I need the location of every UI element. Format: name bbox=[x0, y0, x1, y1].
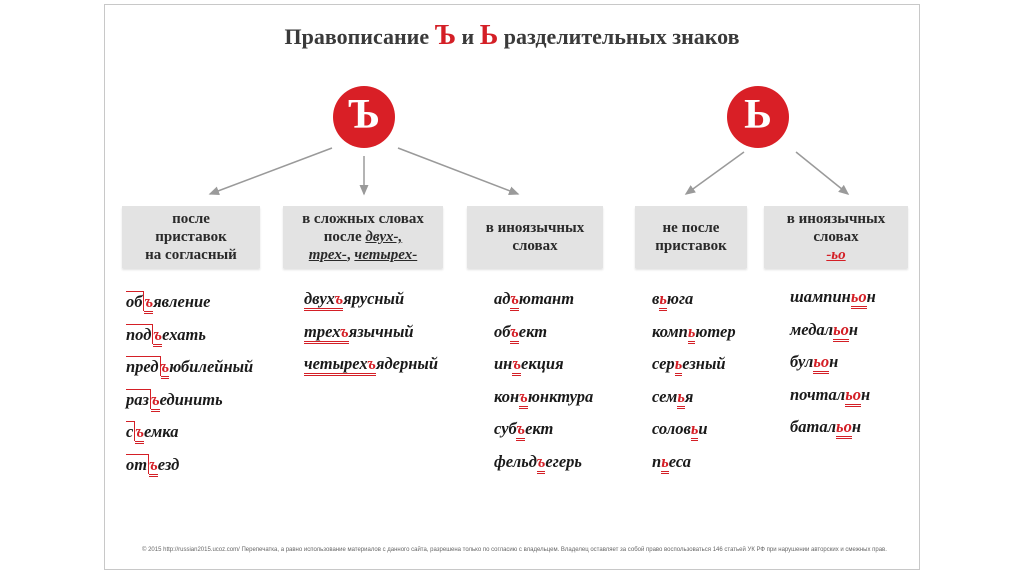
prefix-part: раз bbox=[126, 389, 149, 409]
title-text-end: разделительных знаков bbox=[498, 24, 740, 49]
example-word bbox=[790, 348, 876, 381]
word-part: ект bbox=[518, 321, 548, 341]
separating-sign: ь bbox=[688, 322, 696, 344]
separating-sign: ъ bbox=[510, 289, 519, 311]
footer-copyright: © 2015 http://russian2015.ucoz.com/ Перепечатка, а равно использование материалов с данного сайта, разрешена только по согласию с владельцем. Владелец оставляет за собой право воспользоваться 146 статьей УК РФ при нарушении авторских и смежных прав. bbox=[142, 547, 887, 553]
word-part: ютер bbox=[695, 321, 736, 341]
box-foreign-words-yo bbox=[764, 206, 908, 268]
word-part: солов bbox=[652, 419, 691, 438]
word-part: кон bbox=[494, 386, 520, 406]
word-part: н bbox=[861, 384, 871, 404]
box-foreign-yo-line2: словах bbox=[813, 229, 859, 245]
word-part: юга bbox=[666, 289, 694, 308]
prefix-part: пред bbox=[126, 357, 159, 376]
separating-sign: ьо bbox=[813, 352, 829, 374]
word-part: в bbox=[652, 289, 660, 308]
example-word bbox=[494, 415, 593, 448]
example-word bbox=[790, 381, 876, 414]
word-part: п bbox=[652, 451, 662, 471]
box-not-after-prefix bbox=[635, 206, 747, 268]
box-compound-line1: в сложных словах bbox=[302, 211, 424, 227]
title-soft-sign: Ь bbox=[479, 20, 499, 51]
separating-sign: ъ bbox=[135, 422, 144, 444]
hard-sign-circle: Ъ bbox=[333, 86, 395, 148]
separating-sign: ъ bbox=[510, 322, 519, 344]
example-word bbox=[790, 316, 876, 349]
separating-sign: ь bbox=[675, 354, 683, 376]
example-word bbox=[494, 318, 593, 351]
box-after-prefix-line1: после bbox=[172, 211, 210, 227]
box-compound-words bbox=[283, 206, 443, 268]
word-part: н bbox=[848, 319, 859, 339]
separating-sign: ъ bbox=[340, 322, 349, 344]
word-part: ютант bbox=[518, 289, 575, 308]
box-after-prefix-line3: на согласный bbox=[145, 247, 237, 263]
word-part: ядерный bbox=[375, 354, 438, 373]
word-part: ярусный bbox=[343, 289, 405, 308]
example-word bbox=[304, 350, 438, 383]
word-part: езд bbox=[157, 454, 180, 474]
separating-sign: ъ bbox=[367, 354, 376, 376]
separating-sign: ъ bbox=[519, 387, 528, 409]
word-part: бул bbox=[790, 352, 814, 371]
example-word bbox=[790, 413, 876, 446]
word-part: егерь bbox=[545, 451, 582, 471]
word-part: емка bbox=[144, 422, 179, 441]
separating-sign: ъ bbox=[335, 289, 344, 311]
separating-sign: ь bbox=[691, 419, 699, 441]
word-list-not-prefix bbox=[652, 285, 736, 480]
box-foreign-line2: словах bbox=[512, 238, 558, 254]
separating-sign: ь bbox=[661, 452, 669, 474]
separating-sign: ъ bbox=[512, 354, 521, 376]
example-word bbox=[126, 386, 253, 419]
separating-sign: ь bbox=[677, 387, 685, 409]
separating-sign: ьо bbox=[845, 385, 861, 407]
arrow-hard-to-foreign bbox=[398, 148, 518, 194]
prefix-part: от bbox=[126, 454, 148, 474]
example-word bbox=[652, 448, 736, 481]
word-part: сем bbox=[652, 386, 678, 406]
word-part: езный bbox=[682, 354, 726, 373]
box-foreign-words bbox=[467, 206, 603, 268]
example-word bbox=[126, 418, 253, 451]
word-part: фельд bbox=[494, 451, 537, 471]
arrow-hard-to-prefix bbox=[210, 148, 332, 194]
separating-sign: ъ bbox=[149, 455, 158, 477]
example-word bbox=[304, 285, 438, 318]
example-word bbox=[126, 288, 253, 321]
prefix-part: под bbox=[126, 324, 152, 344]
box-foreign-yo-line1: в иноязычных bbox=[786, 211, 886, 227]
box-compound-line3: трех-, четырех- bbox=[308, 247, 418, 263]
example-word bbox=[494, 383, 593, 416]
example-word bbox=[790, 283, 876, 316]
example-word bbox=[304, 318, 438, 351]
word-part: и bbox=[698, 419, 708, 438]
soft-sign-circle: Ь bbox=[727, 86, 789, 148]
example-word bbox=[652, 318, 736, 351]
word-part: ехать bbox=[162, 324, 206, 344]
separating-sign: ьо bbox=[851, 287, 867, 309]
example-word bbox=[126, 321, 253, 354]
prefix-part: с bbox=[126, 422, 134, 441]
title-hard-sign: Ъ bbox=[434, 20, 457, 51]
example-word bbox=[494, 448, 593, 481]
arrow-soft-to-nonprefix bbox=[686, 152, 744, 194]
box-not-after-prefix-line2: приставок bbox=[655, 238, 727, 254]
word-part: сер bbox=[652, 354, 675, 373]
title-text-mid: и bbox=[456, 24, 480, 49]
word-part: медал bbox=[790, 319, 834, 339]
box-compound-line2: после двух-, bbox=[323, 229, 403, 245]
word-part: н bbox=[866, 287, 876, 306]
separating-sign: ъ bbox=[151, 390, 160, 412]
word-part: шампин bbox=[790, 287, 851, 306]
word-part: екция bbox=[521, 354, 564, 373]
word-part: ад bbox=[494, 289, 511, 308]
word-part: язычный bbox=[348, 321, 414, 341]
word-part: комп bbox=[652, 321, 688, 341]
example-word bbox=[494, 350, 593, 383]
separating-sign: ъ bbox=[537, 452, 546, 474]
separating-sign: ь bbox=[659, 289, 667, 311]
example-word bbox=[652, 415, 736, 448]
word-part: н bbox=[829, 352, 839, 371]
word-list-compound bbox=[304, 285, 438, 383]
word-part: ин bbox=[494, 354, 513, 373]
root-part: четырех bbox=[304, 354, 367, 376]
example-word bbox=[652, 285, 736, 318]
box-foreign-yo-line3: -ьо bbox=[826, 247, 846, 263]
root-part: трех bbox=[304, 322, 340, 344]
box-foreign-line1: в иноязычных bbox=[485, 220, 585, 236]
separating-sign: ъ bbox=[516, 419, 525, 441]
example-word bbox=[126, 353, 253, 386]
word-part: н bbox=[851, 417, 862, 436]
word-part: явление bbox=[153, 292, 211, 311]
box-not-after-prefix-line1: не после bbox=[662, 220, 720, 236]
word-list-prefix bbox=[126, 288, 253, 483]
example-word bbox=[652, 383, 736, 416]
word-list-foreign-yo bbox=[790, 283, 876, 446]
example-word bbox=[126, 451, 253, 484]
word-list-foreign bbox=[494, 285, 593, 480]
example-word bbox=[494, 285, 593, 318]
root-part: двух bbox=[304, 289, 335, 311]
word-part: единить bbox=[159, 389, 223, 409]
separating-sign: ъ bbox=[153, 325, 162, 347]
separating-sign: ъ bbox=[161, 357, 170, 379]
prefix-part: об bbox=[126, 292, 143, 311]
word-part: я bbox=[684, 386, 694, 406]
example-word bbox=[652, 350, 736, 383]
word-part: почтал bbox=[790, 384, 846, 404]
word-part: юнктура bbox=[527, 386, 594, 406]
word-part: ект bbox=[525, 419, 554, 438]
box-after-prefix-line2: приставок bbox=[155, 229, 227, 245]
box-after-prefix bbox=[122, 206, 260, 268]
separating-sign: ьо bbox=[836, 417, 852, 439]
word-part: юбилейный bbox=[169, 357, 254, 376]
word-part: об bbox=[494, 321, 511, 341]
separating-sign: ъ bbox=[144, 292, 153, 314]
arrow-soft-to-foreign bbox=[796, 152, 848, 194]
word-part: суб bbox=[494, 419, 517, 438]
separating-sign: ьо bbox=[833, 320, 849, 342]
title-text-start: Правописание bbox=[284, 24, 435, 49]
word-part: еса bbox=[668, 451, 691, 471]
word-part: батал bbox=[790, 417, 837, 436]
